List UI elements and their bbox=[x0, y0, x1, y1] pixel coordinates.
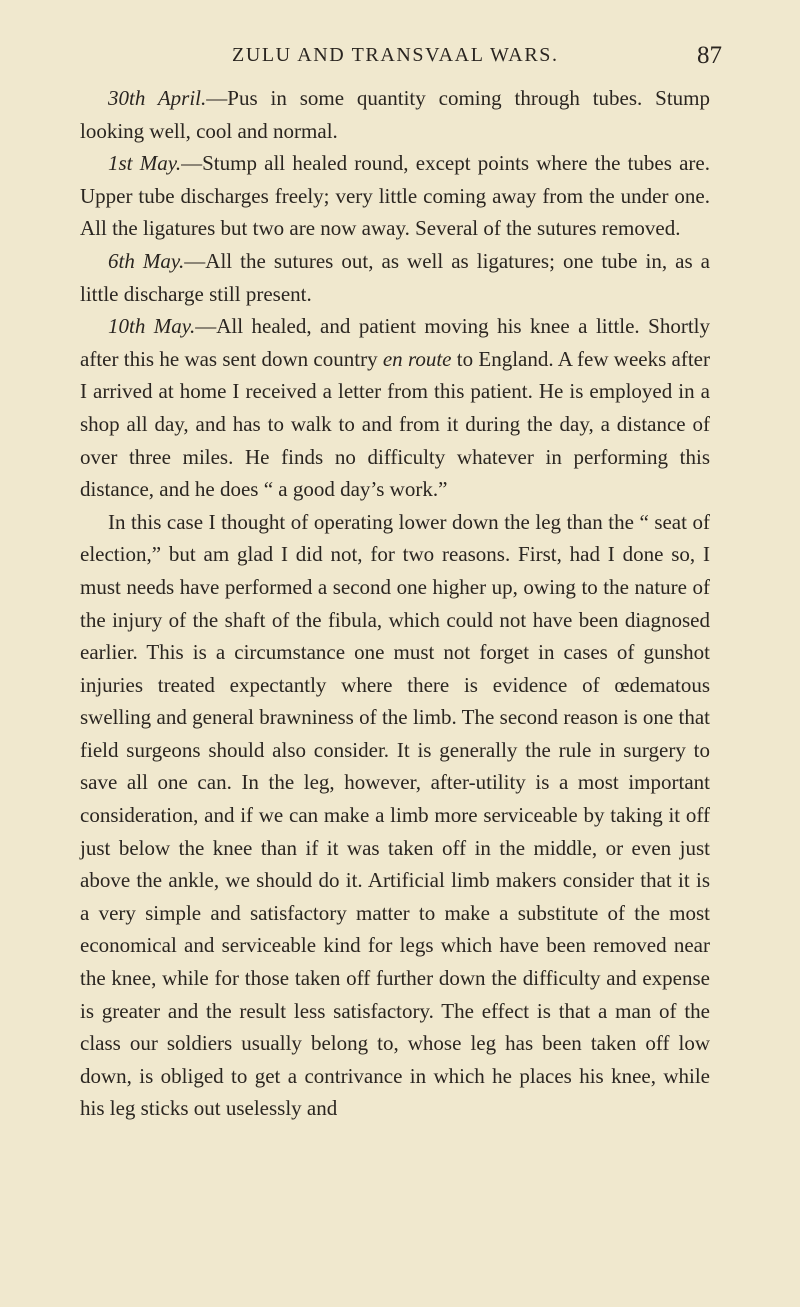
italic-phrase: en route bbox=[382, 346, 452, 371]
entry-text: —Stump all healed round, except points where the tubes are. Upper tube discharges freely; very little coming away from the under one. All the ligatures but two are now away. Several of the sutures removed. bbox=[80, 151, 710, 241]
discussion-text: In this case I thought of operating lower down the leg than the “ seat of election,” but am glad I did not, for two reasons. First, had I done so, I must needs have performed a second one higher up, owing to the nature of the injury of the shaft of the fibula, which could not have been diagnosed earlier. This is a circumstance one must not forget in cases of gunshot injuries treated expectantly where there is evidence of œdematous swelling and general brawniness of the limb. The second reason is one that field surgeons should also consider. It is generally the rule in surgery to save all one can. In the leg, however, after-utility is a most important consideration, and if we can make a limb more serviceable by taking it off just below the knee than if it was taken off in the middle, or even just above the ankle, we should do it. Artificial limb makers consider that it is a very simple and satisfactory matter to make a substitute of the most economical and serviceable kind for legs which have been removed near the knee, while for those taken off further down the difficulty and expense is greater and the result less satisfactory. The effect is that a man of the class our soldiers usually belong to, whose leg has been taken off low down, is obliged to get a contrivance in which he places his knee, while his leg sticks out uselessly and bbox=[80, 509, 710, 1121]
body-text bbox=[80, 82, 710, 1125]
paragraph-10-may bbox=[80, 310, 710, 506]
paragraph-6-may bbox=[80, 245, 710, 310]
entry-date: 10th May. bbox=[108, 314, 196, 339]
entry-text: —Pus in some quantity coming through tubes. Stump looking well, cool and normal. bbox=[80, 86, 710, 143]
entry-date: 1st May. bbox=[108, 151, 182, 176]
page-header bbox=[232, 44, 722, 84]
entry-text-continued: to England. A few weeks after I arrived at home I received a letter from this patient. He is employed in a shop all day, and has to walk to and from it during the day, a distance of over three miles. He finds no difficulty whatever in performing this distance, and he does “ a good day’s work.” bbox=[80, 346, 710, 502]
entry-text: —All healed, and patient moving his knee a little. Shortly after this he was sent down country bbox=[80, 314, 710, 371]
page-number: 87 bbox=[697, 42, 722, 69]
paragraph-30-april bbox=[80, 82, 710, 147]
entry-date: 6th May. bbox=[108, 248, 185, 273]
entry-text: —All the sutures out, as well as ligatures; one tube in, as a little discharge still present. bbox=[80, 248, 710, 306]
running-head: ZULU AND TRANSVAAL WARS. bbox=[232, 44, 559, 66]
paragraph-discussion bbox=[80, 506, 710, 1125]
entry-date: 30th April. bbox=[108, 86, 207, 110]
paragraph-1-may bbox=[80, 147, 710, 245]
